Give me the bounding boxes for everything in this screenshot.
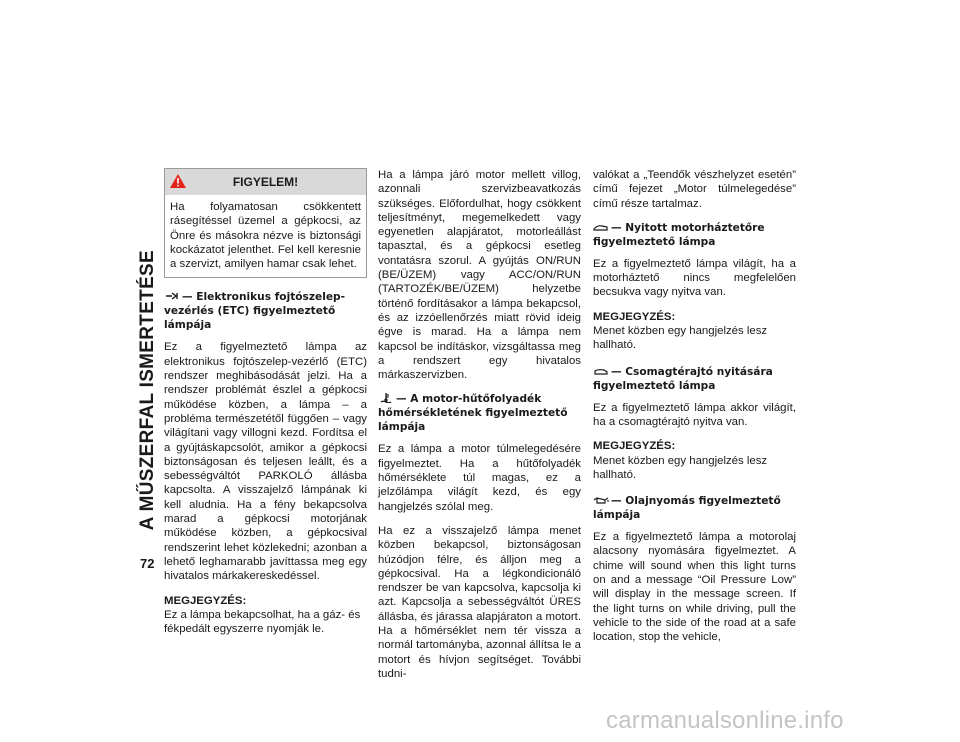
etc-body: Ez a figyelmeztető lámpa az elektronikus fojtószelep-vezérlő (ETC) rendszer meghibásodását jelzi. Ha a rendszer problémát észlel a gépkocsi működése közben, a lámpa – a probléma természetétől függően – vagy világítani vagy villogni kezd. Fordítsa el a gyújtáskapcsolót, amikor a gépkocsi biztonságosan és teljesen leállt, és a sebességváltót PARKOLÓ állásba kapcsolta. A visszajelző lámpának ki kell aludnia. Ha a fény bekapcsolva marad a gépkocsi motorjának működése közben, a gépkocsival rendszerint lehet közlekedni; azonban a lehető leghamarabb javíttassa meg egy hivatalos márkakereskedéssel. — [164, 341, 367, 583]
hood-body: Ez a figyelmeztető lámpa világít, ha a motorháztető nincs megfelelően becsukva vagy nyitva van. — [593, 257, 796, 299]
etc-heading-text: — Elektronikus fojtószelep-vezérlés (ETC) figyelmeztető lámpája — [164, 291, 346, 332]
column-3 — [593, 168, 796, 655]
watermark: carmanualsonline.info — [606, 707, 844, 734]
page-number: 72 — [140, 556, 155, 571]
etc-note-label: MEGJEGYZÉS: — [164, 594, 247, 607]
hood-heading-text: — Nyitott motorháztetőre figyelmeztető lámpa — [593, 221, 765, 248]
etc-heading — [164, 290, 367, 332]
warning-box — [164, 168, 367, 278]
coolant-temperature-icon — [378, 393, 394, 403]
column-2 — [378, 168, 581, 691]
etc-continued: Ha a lámpa járó motor mellett villog, azonnali szervizbeavatkozás szükséges. Előfordulhat, hogy csökkent teljesítményt, megemelkedett vagy egyenetlen alapjáratot, motorleállást tapasztal, és a gépkocsi esetleg vontatásra szorul. A gyújtás ON/RUN (BE/ÜZEM) vagy ACC/ON/RUN (TARTOZÉK/BE/ÜZEM) helyzetbe történő fordításakor a lámpa bekapcsol, és az izzóellenőrzés miatt rövid ideig égve is marad. Ha a lámpa nem kapcsol be indításkor, vizsgáltassa meg a rendszert egy hivatalos márkaszervizben. — [378, 169, 581, 382]
coolant-heading-text: — A motor-hűtőfolyadék hőmérsékletének figyelmeztető lámpája — [378, 393, 568, 434]
warning-text: Ha folyamatosan csökkentett rásegítéssel üzemel a gépkocsi, az Önre és másokra nézve is biztonsági kockázatot jelenthet. Fel kell keresnie a szervizt, amilyen hamar csak lehet. — [170, 201, 361, 271]
hood-note — [593, 310, 796, 353]
hood-note-text: Menet közben egy hangjelzés lesz hallható. — [593, 325, 768, 352]
trunk-note-text: Menet közben egy hangjelzés lesz hallható. — [593, 454, 768, 481]
coolant-paragraph-2: Ha ez a visszajelző lámpa menet közben bekapcsol, biztonságosan húzódjon félre, és álljon meg a gépkocsival. Ha a légkondicionáló rendszer be van kapcsolva, kapcsolja ki azt. Kapcsolja a sebességváltót ÜRES állásba, és járassa alapjáraton a motort. Ha a hőmérséklet nem tér vissza a normál tartományba, azonnal állítsa le a motort és hívjon segítséget. További tudni- — [378, 524, 581, 680]
trunk-note-label: MEGJEGYZÉS: — [593, 440, 676, 453]
coolant-continued: valókat a „Teendők vészhelyzet esetén” című fejezet „Motor túlmelegedése” című része tartalmaz. — [593, 169, 796, 210]
open-hood-icon — [593, 222, 609, 232]
section-side-title — [131, 160, 165, 620]
oil-heading — [593, 494, 796, 522]
etc-note — [164, 594, 367, 637]
oil-body: Ez a figyelmeztető lámpa a motorolaj alacsony nyomására figyelmeztet. A chime will sound when this light turns on and a message “Oil Pressure Low” will display in the message screen. If the light turns on while driving, pull the vehicle to the side of the road at a safe location, stop the vehicle, — [593, 531, 796, 644]
etc-note-text: Ez a lámpa bekapcsolhat, ha a gáz- és fékpedált egyszerre nyomják le. — [164, 608, 361, 636]
open-trunk-icon — [593, 366, 609, 376]
coolant-heading — [378, 392, 581, 434]
trunk-heading-text: — Csomagtérajtó nyitására figyelmeztető lámpa — [593, 365, 773, 392]
coolant-paragraph-1: Ez a lámpa a motor túlmelegedésére figyelmeztet. Ha a hűtőfolyadék hőmérséklete túl magas, ez a jelzőlámpa világít kezd, és egy hangjelzés szólal meg. — [378, 443, 581, 513]
oil-pressure-icon — [593, 495, 609, 505]
hood-heading — [593, 221, 796, 249]
warning-header — [165, 169, 366, 195]
trunk-body: Ez a figyelmeztető lámpa akkor világít, ha a csomagtérajtó nyitva van. — [593, 401, 796, 428]
section-side-title-text: A MŰSZERFAL ISMERTETÉSE — [137, 249, 158, 531]
warning-title: FIGYELEM! — [232, 174, 299, 189]
oil-heading-text: — Olajnyomás figyelmeztető lámpája — [593, 495, 781, 522]
column-1 — [164, 168, 367, 648]
hood-note-label: MEGJEGYZÉS: — [593, 310, 676, 323]
etc-lamp-icon — [164, 291, 180, 301]
warning-triangle-icon — [169, 173, 187, 189]
trunk-note — [593, 439, 796, 482]
trunk-heading — [593, 365, 796, 393]
